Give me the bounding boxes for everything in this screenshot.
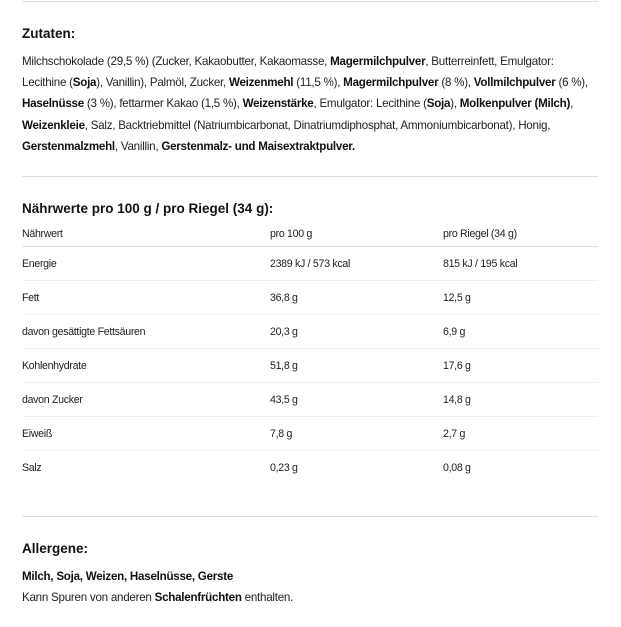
value-per-bar: 12,5 g xyxy=(443,281,598,315)
allergen-highlight: Haselnüsse xyxy=(22,97,84,111)
allergen-highlight: Magermilchpulver xyxy=(330,55,426,68)
allergens-block xyxy=(22,566,293,608)
allergen-highlight: Soja xyxy=(426,97,451,111)
allergen-highlight: Vollmilchpulver xyxy=(473,76,556,90)
nutrient-name: davon gesättigte Fettsäuren xyxy=(22,315,270,349)
nutrition-header-row xyxy=(22,222,598,247)
value-per-bar: 0,08 g xyxy=(443,461,471,474)
table-row xyxy=(22,281,598,315)
header-per-bar: pro Riegel (34 g) xyxy=(443,222,598,247)
header-per-100g: pro 100 g xyxy=(270,222,443,247)
value-per-100g: 36,8 g xyxy=(270,281,443,315)
allergens-trace-note: Kann Spuren von anderen Schalenfrüchten enthalten. xyxy=(22,591,294,604)
value-per-100g: 20,3 g xyxy=(270,315,443,349)
top-divider xyxy=(22,1,598,2)
allergen-highlight: Weizenkleie xyxy=(22,118,85,132)
nutrition-table xyxy=(22,222,598,484)
allergen-highlight: Weizenmehl xyxy=(228,76,294,90)
allergen-highlight: Gerstenmalzmehl xyxy=(22,139,115,153)
nutrient-name: Fett xyxy=(22,281,270,315)
table-row xyxy=(22,417,598,451)
value-per-100g: 2389 kJ / 573 kcal xyxy=(270,247,443,281)
nutrient-name: Energie xyxy=(22,247,270,281)
allergens-title: Allergene: xyxy=(22,541,89,556)
header-nutrient: Nährwert xyxy=(22,222,270,247)
allergens-list: Milch, Soja, Weizen, Haselnüsse, Gerste xyxy=(22,570,234,583)
value-per-100g: 7,8 g xyxy=(270,417,443,451)
value-per-bar: 815 kJ / 195 kcal xyxy=(443,247,598,281)
value-per-bar: 14,8 g xyxy=(443,383,598,417)
nutrient-name: Salz xyxy=(22,461,42,474)
allergen-highlight: Gerstenmalz- und Maisextraktpulver. xyxy=(161,139,355,153)
ingredients-title: Zutaten: xyxy=(22,26,76,41)
value-per-100g: 43,5 g xyxy=(270,383,443,417)
allergen-highlight: Weizenstärke xyxy=(242,97,314,111)
value-per-100g: 51,8 g xyxy=(270,349,443,383)
table-row xyxy=(22,315,598,349)
ingredients-text: Milchschokolade (29,5 %) (Zucker, Kakaobutter, Kakaomasse, Magermilchpulver, Butterreinfett, Emulgator: Lecithine (Soja), Vanillin), Palmöl, Zucker, Weizenmehl (11,5 %), Magermilchpulver (8 %), Vollmilchpulver (6 %), Haselnüsse (3 %), fettarmer Kakao (1,5 %), Weizenstärke, Emulgator: Lecithine (Soja), Molkenpulver (Milch), Weizenkleie, Salz, Backtriebmittel (Natriumbicarbonat, Dinatriumdiphosphat, Ammoniumbicarbonat), Honig, Gerstenmalzmehl, Vanillin, Gerstenmalz- und Maisextraktpulver. xyxy=(22,55,588,153)
nutrient-name: Kohlenhydrate xyxy=(22,349,270,383)
value-per-bar: 17,6 g xyxy=(443,349,598,383)
table-row xyxy=(22,383,598,417)
value-per-bar: 6,9 g xyxy=(443,315,598,349)
value-per-bar: 2,7 g xyxy=(443,417,598,451)
table-row xyxy=(22,451,598,485)
nutrition-title: Nährwerte pro 100 g / pro Riegel (34 g): xyxy=(22,201,274,216)
table-row xyxy=(22,247,598,281)
nutrition-divider xyxy=(22,516,598,517)
allergen-highlight: Molkenpulver (Milch) xyxy=(459,97,571,111)
allergen-highlight: Magermilchpulver xyxy=(343,76,439,90)
allergen-highlight: Soja xyxy=(72,76,97,90)
nutrient-name: Eiweiß xyxy=(22,417,270,451)
value-per-100g: 0,23 g xyxy=(270,461,298,474)
table-row xyxy=(22,349,598,383)
nutrient-name: davon Zucker xyxy=(22,383,270,417)
ingredients-divider xyxy=(22,176,598,177)
